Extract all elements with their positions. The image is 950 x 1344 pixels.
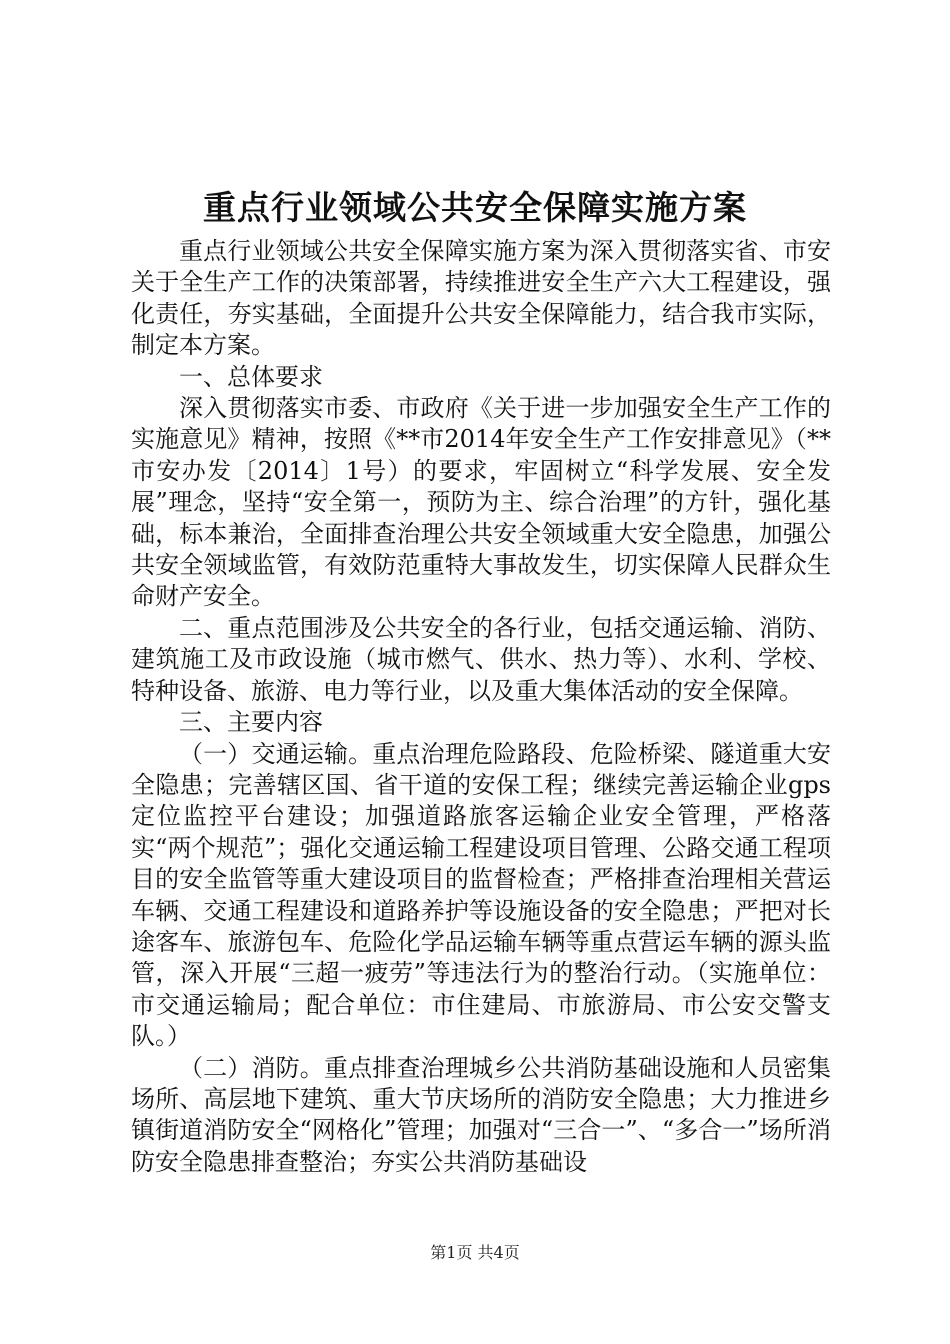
intro-paragraph: 重点行业领域公共安全保障实施方案为深入贯彻落实省、市安关于全生产工作的决策部署，持续推进安全生产六大工程建设，强化责任，夯实基础，全面提升公共安全保障能力，结合我市实际，制定本方案。 (131, 237, 831, 360)
fire-protection-paragraph: （二）消防。重点排查治理城乡公共消防基础设施和人员密集场所、高层地下建筑、重大节庆场所的消防安全隐患；大力推进乡镇街道消防安全“网格化”管理；加强对“三合一”、“多合一”场所消防安全隐患排查整治；夯实公共消防基础设 (131, 1053, 831, 1176)
document-body (131, 236, 831, 1178)
transportation-paragraph: （一）交通运输。重点治理危险路段、危险桥梁、隧道重大安全隐患；完善辖区国、省干道的安保工程；继续完善运输企业gps定位监控平台建设；加强道路旅客运输企业安全管理，严格落实“两个规范”；强化交通运输工程建设项目管理、公路交通工程项目的安全监管等重大建设项目的监督检查；严格排查治理相关营运车辆、交通工程建设和道路养护等设施设备的安全隐患；严把对长途客车、旅游包车、危险化学品运输车辆等重点营运车辆的源头监管，深入开展“三超一疲劳”等违法行为的整治行动。（实施单位：市交通运输局；配合单位：市住建局、市旅游局、市公安交警支队。） (131, 739, 831, 1051)
general-requirements-paragraph: 深入贯彻落实市委、市政府《关于进一步加强安全生产工作的实施意见》精神，按照《**市2014年安全生产工作安排意见》（**市安办发〔2014〕1号）的要求，牢固树立“科学发展、安全发展”理念，坚持“安全第一，预防为主、综合治理”的方针，强化基础，标本兼治，全面排查治理公共安全领域重大安全隐患，加强公共安全领域监管，有效防范重特大事故发生，切实保障人民群众生命财产安全。 (131, 394, 831, 611)
key-scope-paragraph: 二、重点范围涉及公共安全的各行业，包括交通运输、消防、建筑施工及市政设施（城市燃气、供水、热力等）、水利、学校、特种设备、旅游、电力等行业，以及重大集体活动的安全保障。 (131, 613, 831, 705)
page-footer: 第1页 共4页 (430, 1243, 520, 1262)
document-title: 重点行业领域公共安全保障实施方案 (203, 188, 747, 227)
section-heading-general-requirements: 一、总体要求 (179, 362, 323, 391)
section-heading-main-content: 三、主要内容 (179, 708, 323, 737)
